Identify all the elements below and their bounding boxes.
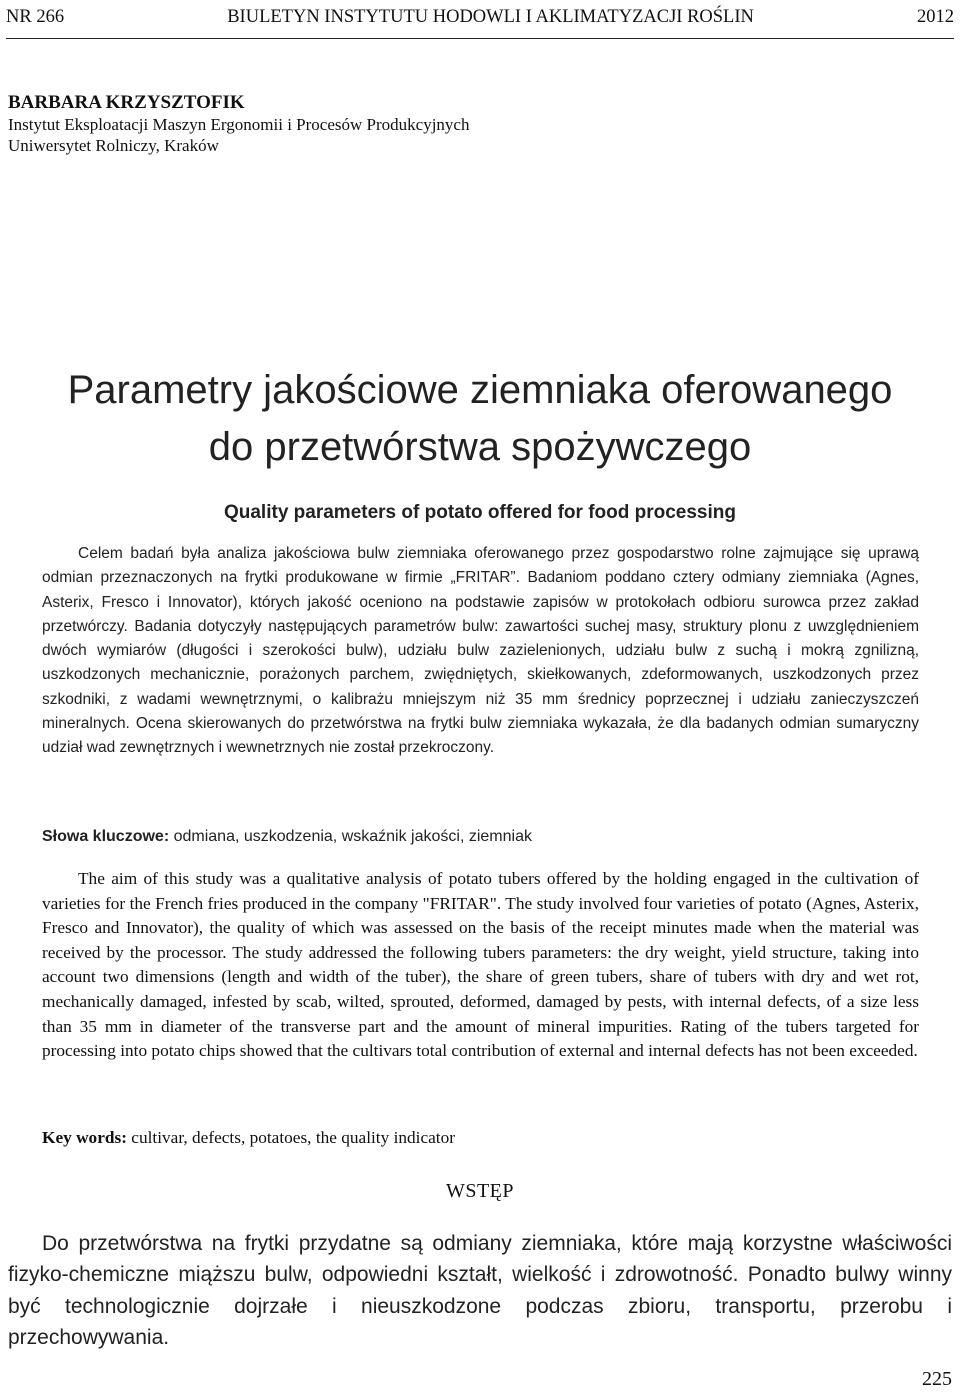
issue-number: NR 266 — [6, 7, 65, 27]
publication-year: 2012 — [917, 7, 954, 27]
article-title — [0, 362, 960, 476]
abstract-polish: Celem badań była analiza jakościowa bulw ziemniaka oferowanego przez gospodarstwo rolne zajmujące się uprawą odmian przeznaczonych na frytki produkowane w firmie „FRITAR”. Badaniom poddano cztery odmiany ziemniaka (Agnes, Asterix, Fresco i Innovator), których jakość oceniono na podstawie zapisów w protokołach odbioru surowca przez zakład przetwórczy. Badania dotyczyły następujących parametrów bulw: zawartości suchej masy, struktury plonu z uwzględnieniem dwóch wymiarów (długości i szerokości bulw), udziału bulw zazielenionych, udziału bulw z suchą i mokrą zgnilizną, uszkodzonych mechanicznie, porażonych parchem, zwiędniętych, skiełkowanych, zdeformowanych, uszkodzonych przez szkodniki, z wadami wewnętrznymi, o kalibrażu mniejszym niż 35 mm średnicy poprzecznej i udziału zanieczyszczeń mineralnych. Ocena skierowanych do przetwórstwa na frytki bulw ziemniaka wykazała, że dla badanych odmian sumaryczny udział wad zewnętrznych i wewnetrznych nie został przekroczony. — [42, 545, 919, 757]
section-heading-introduction: WSTĘP — [445, 1180, 515, 1202]
header-rule — [6, 38, 954, 39]
keywords-english-label: Key words: — [42, 1128, 127, 1147]
title-line-1: Parametry jakościowe ziemniaka oferowanego — [67, 368, 893, 412]
keywords-polish — [42, 828, 919, 846]
introduction-paragraph: Do przetwórstwa na frytki przydatne są odmiany ziemniaka, które mają korzystne właściwości fizyko-chemiczne miąższu bulw, odpowiedni kształt, wielkość i zdrowotność. Ponadto bulwy winny być technologicznie dojrzałe i nieuszkodzone podczas zbioru, transportu, przerobu i przechowywania. — [8, 1232, 952, 1349]
journal-name: BIULETYN INSTYTUTU HODOWLI I AKLIMATYZACJI ROŚLIN — [227, 7, 754, 27]
keywords-polish-text: odmiana, uszkodzenia, wskaźnik jakości, ziemniak — [169, 828, 532, 845]
author-name: BARBARA KRZYSZTOFIK — [8, 92, 245, 113]
abstract-english: The aim of this study was a qualitative analysis of potato tubers offered by the holding engaged in the cultivation of varieties for the French fries produced in the company "FRITAR". The study involved four varieties of potato (Agnes, Asterix, Fresco and Innovator), the quality of which was assessed on the basis of the receipt minutes made when the material was received by the processor. The study addressed the following tubers parameters: the dry weight, yield structure, taking into account two dimensions (length and width of the tuber), the share of green tubers, share of tubers with dry and wet rot, mechanically damaged, infested by scab, wilted, sprouted, deformed, damaged by pests, with internal defects, of a size less than 35 mm in diameter of the transverse part and the amount of mineral impurities. Rating of the tubers targeted for processing into potato chips showed that the cultivars total contribution of external and internal defects has not been exceeded. — [42, 869, 919, 1061]
english-title: Quality parameters of potato offered for food processing — [223, 502, 736, 523]
keywords-english-text: cultivar, defects, potatoes, the quality indicator — [126, 1128, 455, 1147]
page-number: 225 — [922, 1368, 952, 1390]
affiliation-institute: Instytut Eksploatacji Maszyn Ergonomii i Procesów Produkcyjnych — [8, 115, 470, 134]
keywords-polish-label: Słowa kluczowe: — [42, 828, 170, 845]
author-block — [8, 92, 469, 156]
title-line-2: do przetwórstwa spożywczego — [208, 425, 752, 469]
keywords-english — [42, 1128, 919, 1148]
running-header — [6, 7, 954, 28]
affiliation-university: Uniwersytet Rolniczy, Kraków — [8, 136, 219, 155]
